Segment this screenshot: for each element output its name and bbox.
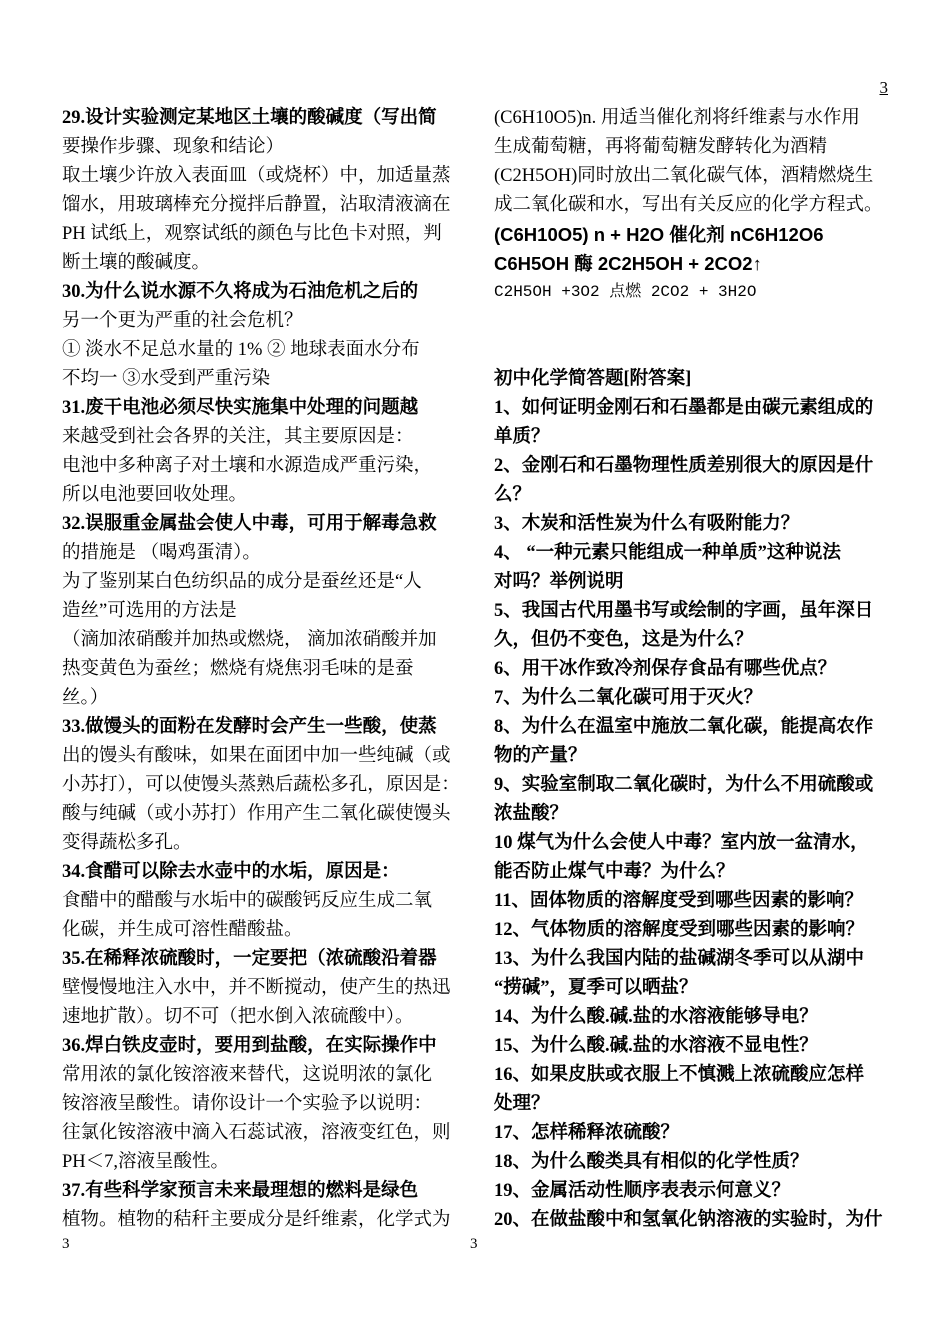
list-item: 5、我国古代用墨书写或绘制的字画，虽年深日 (494, 601, 874, 621)
text-line: 变得蔬松多孔。 (62, 833, 192, 853)
text-line: 壁慢慢地注入水中，并不断搅动，使产生的热迅 (62, 978, 451, 998)
text-line: 不均一 ③水受到严重污染 (62, 369, 271, 389)
text-line: (C2H5OH)同时放出二氧化碳气体，酒精燃烧生 (494, 166, 874, 186)
list-item: 16、如果皮肤或衣服上不慎溅上浓硫酸应怎样 (494, 1065, 865, 1085)
list-item: 么？ (494, 485, 532, 505)
question-line: 35.在稀释浓硫酸时，一定要把（浓硫酸沿着器 (62, 949, 437, 969)
question-line: 37.有些科学家预言未来最理想的燃料是绿色 (62, 1181, 419, 1201)
list-item: 15、为什么酸.碱.盐的水溶液不显电性？ (494, 1036, 818, 1056)
text-line: 为了鉴别某白色纺织品的成分是蚕丝还是“人 (62, 572, 422, 592)
text-line: 丝。） (62, 688, 109, 708)
question-line: 31.废干电池必须尽快实施集中处理的问题越 (62, 398, 419, 418)
text-line: 生成葡萄糖，再将葡萄糖发酵转化为酒精 (494, 137, 828, 157)
text-line: 取土壤少许放入表面皿（或烧杯）中，加适量蒸 (62, 166, 451, 186)
list-item: 6、用干冰作致冷剂保存食品有哪些优点？ (494, 659, 837, 679)
text-line: PH 试纸上，观察试纸的颜色与比色卡对照，判 (62, 224, 442, 244)
text-line: 速地扩散）。切不可（把水倒入浓硫酸中）。 (62, 1007, 414, 1027)
list-item: 20、在做盐酸中和氢氧化钠溶液的实验时，为什 (494, 1210, 883, 1230)
list-item: 19、金属活动性顺序表表示何意义？ (494, 1181, 791, 1201)
footer-page-number-center: 3 (470, 1236, 478, 1252)
blank-line (494, 307, 894, 336)
list-item: 14、为什么酸.碱.盐的水溶液能够导电？ (494, 1007, 818, 1027)
list-item: 12、气体物质的溶解度受到哪些因素的影响？ (494, 920, 865, 940)
text-line: 所以电池要回收处理。 (62, 485, 248, 505)
text-line: 热变黄色为蚕丝；燃烧有烧焦羽毛味的是蚕 (62, 659, 414, 679)
text-line: 断土壤的酸碱度。 (62, 253, 211, 273)
list-item: 13、为什么我国内陆的盐碱湖冬季可以从湖中 (494, 949, 865, 969)
equation-line: (C6H10O5) n + H2O 催化剂 nC6H12O6 (494, 224, 824, 245)
list-item: 久，但仍不变色，这是为什么？ (494, 630, 754, 650)
left-column (62, 104, 467, 1235)
text-line: 植物。植物的秸秆主要成分是纤维素，化学式为 (62, 1210, 451, 1230)
text-line: PH＜7,溶液呈酸性。 (62, 1152, 230, 1172)
list-item: 10 煤气为什么会使人中毒？室内放一盆清水， (494, 833, 869, 853)
text-line: 的措施是 （喝鸡蛋清）。 (62, 543, 261, 563)
list-item: 初中化学简答题[附答案] (494, 369, 692, 389)
list-item: 18、为什么酸类具有相似的化学性质？ (494, 1152, 809, 1172)
text-line: 要操作步骤、现象和结论） (62, 137, 285, 157)
equation-line: C2H5OH +3O2 点燃 2CO2 + 3H2O (494, 283, 757, 301)
footer-page-number-left: 3 (62, 1236, 70, 1252)
text-line: 往氯化铵溶液中滴入石蕊试液，溶液变红色，则 (62, 1123, 451, 1143)
list-item: 8、为什么在温室中施放二氧化碳，能提高农作 (494, 717, 874, 737)
text-line: 另一个更为严重的社会危机？ (62, 311, 303, 331)
list-item: 3、木炭和活性炭为什么有吸附能力？ (494, 514, 800, 534)
list-item: 单质？ (494, 427, 550, 447)
equation-line: C6H5OH 酶 2C2H5OH + 2CO2↑ (494, 253, 762, 274)
text-line: 出的馒头有酸味，如果在面团中加一些纯碱（或 (62, 746, 451, 766)
text-line: 酸与纯碱（或小苏打）作用产生二氧化碳使馒头 (62, 804, 451, 824)
blank-line (494, 336, 894, 365)
list-item: 9、实验室制取二氧化碳时，为什么不用硫酸或 (494, 775, 874, 795)
text-line: 电池中多种离子对土壤和水源造成严重污染， (62, 456, 433, 476)
text-line: 小苏打），可以使馒头蒸熟后蔬松多孔，原因是： (62, 775, 460, 795)
question-line: 30.为什么说水源不久将成为石油危机之后的 (62, 282, 419, 302)
list-item: 能否防止煤气中毒？为什么？ (494, 862, 735, 882)
question-line: 36.焊白铁皮壶时，要用到盐酸，在实际操作中 (62, 1036, 437, 1056)
question-line: 34.食醋可以除去水壶中的水垢，原因是： (62, 862, 400, 882)
text-line: (C6H10O5)n. 用适当催化剂将纤维素与水作用 (494, 108, 860, 128)
list-item: 浓盐酸？ (494, 804, 569, 824)
text-line: 来越受到社会各界的关注，其主要原因是： (62, 427, 414, 447)
text-line: 铵溶液呈酸性。请你设计一个实验予以说明： (62, 1094, 433, 1114)
list-item: 物的产量？ (494, 746, 587, 766)
text-line: 常用浓的氯化铵溶液来替代，这说明浓的氯化 (62, 1065, 433, 1085)
text-line: 造丝”可选用的方法是 (62, 601, 237, 621)
list-item: 1、如何证明金刚石和石墨都是由碳元素组成的 (494, 398, 874, 418)
right-column (494, 104, 894, 1235)
list-item: 2、金刚石和石墨物理性质差别很大的原因是什 (494, 456, 874, 476)
question-line: 29.设计实验测定某地区土壤的酸碱度（写出简 (62, 108, 437, 128)
list-item: “捞碱”，夏季可以晒盐？ (494, 978, 698, 998)
text-line: 馏水，用玻璃棒充分搅拌后静置，沾取清液滴在 (62, 195, 451, 215)
text-line: ① 淡水不足总水量的 1% ② 地球表面水分布 (62, 340, 420, 360)
text-line: 成二氧化碳和水，写出有关反应的化学方程式。 (494, 195, 883, 215)
list-item: 11、固体物质的溶解度受到哪些因素的影响？ (494, 891, 863, 911)
list-item: 17、怎样稀释浓硫酸？ (494, 1123, 680, 1143)
page-number-top: 3 (879, 78, 888, 97)
list-item: 对吗？举例说明 (494, 572, 624, 592)
text-line: 化碳，并生成可溶性醋酸盐。 (62, 920, 303, 940)
question-line: 33.做馒头的面粉在发酵时会产生一些酸，使蒸 (62, 717, 437, 737)
text-line: （滴加浓硝酸并加热或燃烧， 滴加浓硝酸并加 (62, 630, 437, 650)
list-item: 7、为什么二氧化碳可用于灭火？ (494, 688, 763, 708)
question-line: 32.误服重金属盐会使人中毒，可用于解毒急救 (62, 514, 437, 534)
text-line: 食醋中的醋酸与水垢中的碳酸钙反应生成二氧 (62, 891, 433, 911)
list-item: 处理？ (494, 1094, 550, 1114)
list-item: 4、 “一种元素只能组成一种单质”这种说法 (494, 543, 841, 563)
